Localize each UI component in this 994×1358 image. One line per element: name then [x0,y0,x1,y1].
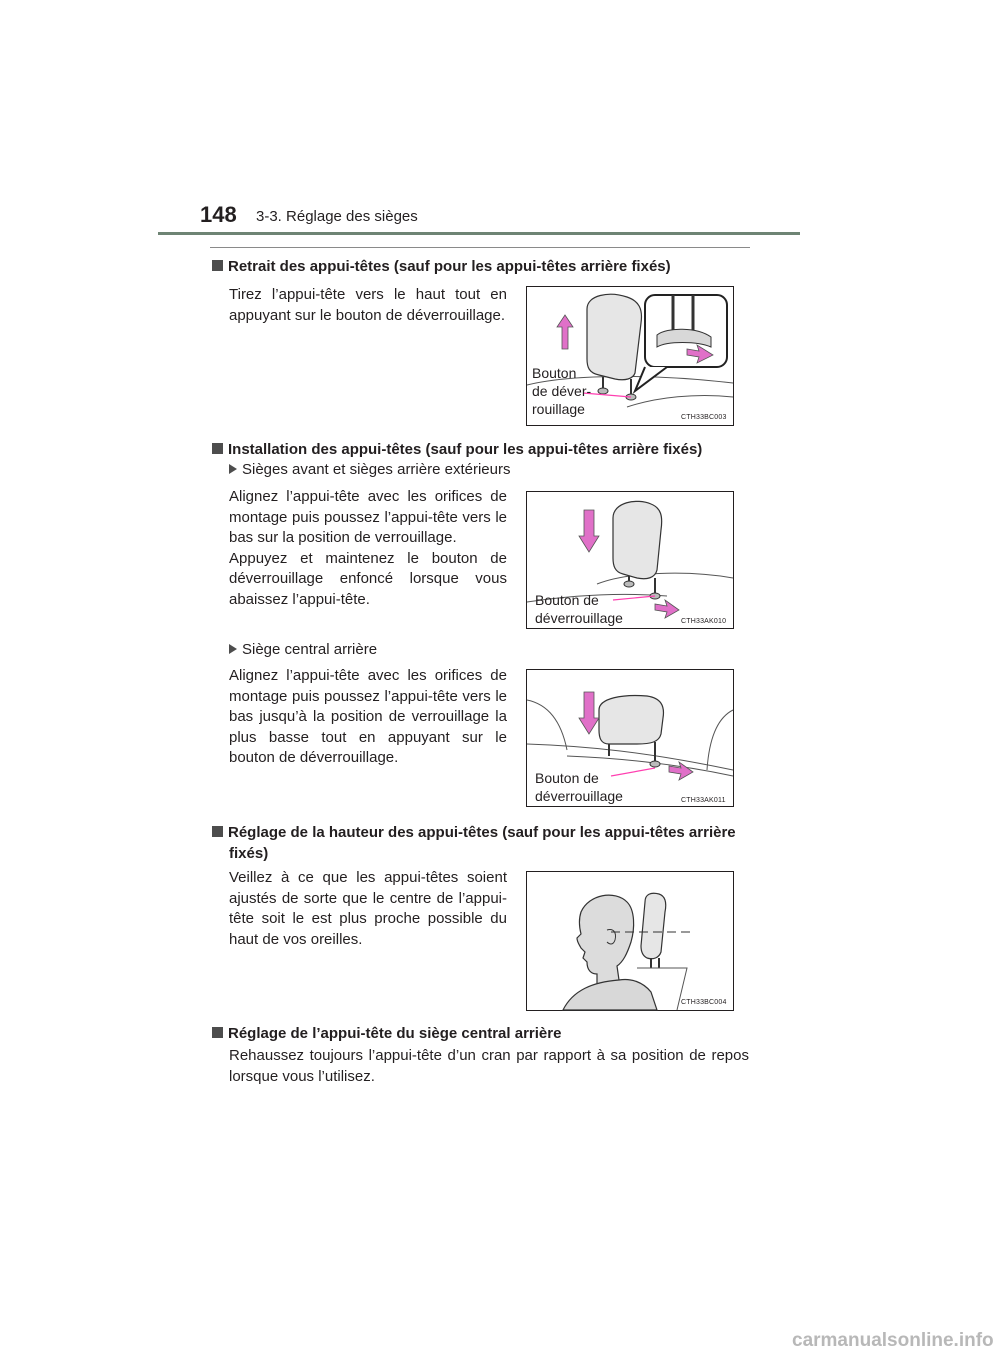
section-heading-height-adjustment: Réglage de la hauteur des appui-têtes (sauf pour les appui-têtes arrière [212,822,752,843]
bullet-square-icon [212,1027,223,1038]
bullet-square-icon [212,443,223,454]
figure-installation-front [526,491,734,629]
removal-instructions: Tirez l’appui-tête vers le haut tout en appuyant sur le bouton de déverrouillage. [229,286,507,324]
front-seats-instructions: Alignez l’appui-tête avec les orifices de montage puis poussez l’appui-tête vers le bas sur la position de verrouillage. Appuyez et maintenez le bouton de déverrouillage enfoncé lorsque vous abaissez l’appui-tête. [229,488,507,608]
figure-code: CTH33BC003 [681,414,727,421]
height-adjustment-instructions: Veillez à ce que les appui-têtes soient ajustés de sorte que le centre de l’appui-tête soit le est plus proche possible du haut de vos oreilles. [229,869,507,948]
figure-height-adjustment [526,871,734,1011]
center-seat-instructions: Alignez l’appui-tête avec les orifices de montage puis poussez l’appui-tête vers le bas jusqu’à la position de verrouillage la plus basse tout en appuyant sur le bouton de déverrouillage. [229,667,507,766]
release-button-label: Bouton de déver- rouillage [532,365,592,417]
subsection-center-rear-seat: Siège central arrière [229,640,377,660]
chapter-title: 3-3. Réglage des sièges [256,208,418,225]
figure-removal [526,286,734,426]
figure-installation-center [526,669,734,807]
page-number: 148 [200,202,237,227]
center-rear-adjustment-instructions: Rehaussez toujours l’appui-tête d’un cran par rapport à sa position de repos lorsque vous l’utilisez. [229,1047,749,1085]
bullet-square-icon [212,260,223,271]
section-heading-removal: Retrait des appui-têtes (sauf pour les appui-têtes arrière fixés) [212,256,752,277]
section-heading-installation: Installation des appui-têtes (sauf pour les appui-têtes arrière fixés) [212,439,752,460]
section-heading-center-rear-adjustment: Réglage de l’appui-tête du siège central arrière [212,1023,752,1044]
figure-code: CTH33AK011 [681,797,726,804]
figure-code: CTH33BC004 [681,999,727,1006]
header-rule [158,232,800,235]
bullet-triangle-icon [229,464,237,474]
bullet-square-icon [212,826,223,837]
release-button-label: Bouton de déverrouillage [535,592,623,626]
section-heading-height-adjustment-cont: fixés) [229,845,269,862]
section-rule [210,247,750,248]
subsection-front-outer-seats: Sièges avant et sièges arrière extérieurs [229,460,510,480]
bullet-triangle-icon [229,644,237,654]
figure-code: CTH33AK010 [681,618,727,625]
watermark: carmanualsonline.info [792,1330,994,1351]
release-button-label: Bouton de déverrouillage [535,770,623,804]
